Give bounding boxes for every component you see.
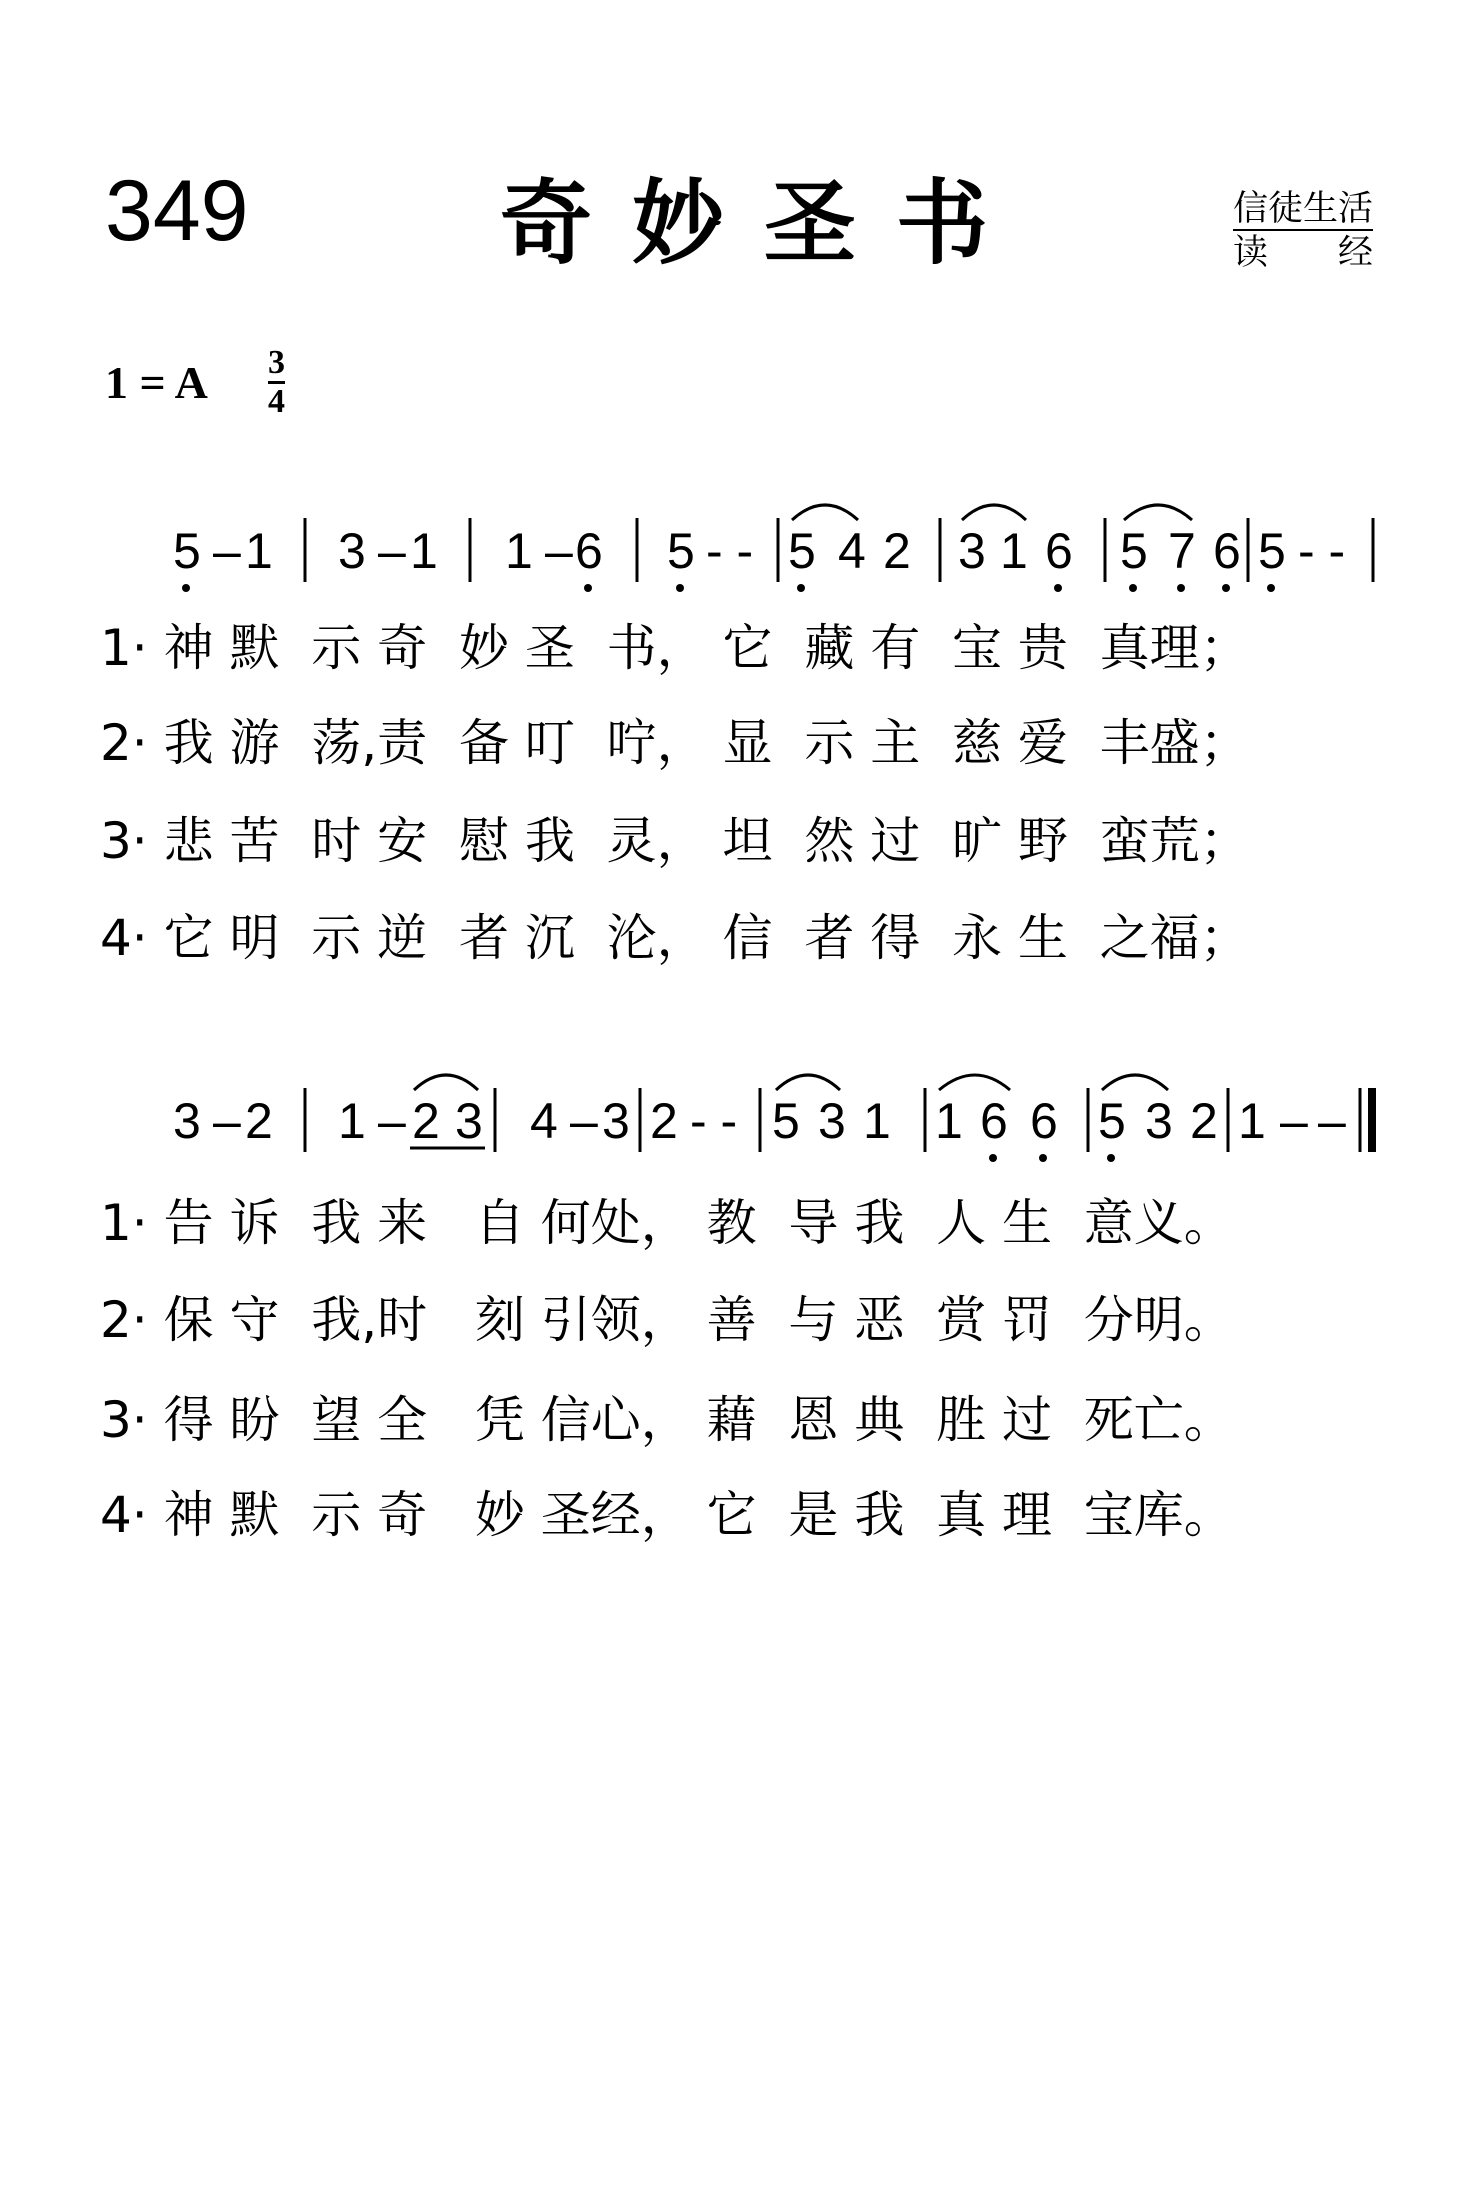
lower-octave-dots xyxy=(989,1154,1115,1162)
lyric-line: 4· 神 默 示 奇 妙 圣经， 它 是 我 真 理 宝库。 xyxy=(100,1486,1234,1544)
notation-line-1 xyxy=(0,490,1477,610)
note: 4 xyxy=(838,523,866,579)
note: – xyxy=(213,1093,241,1149)
key-signature: 1 = A xyxy=(105,357,208,408)
note: – xyxy=(570,1093,598,1149)
note: 6 xyxy=(1030,1093,1058,1149)
note: 3 xyxy=(338,523,366,579)
note: 3 xyxy=(818,1093,846,1149)
note: 6 xyxy=(1045,523,1073,579)
note: 2 xyxy=(245,1093,273,1149)
lyric-line: 1· 告 诉 我 来 自 何处， 教 导 我 人 生 意义。 xyxy=(100,1194,1234,1252)
subcategory-left: 读 xyxy=(1233,233,1269,273)
lower-octave-dots xyxy=(182,584,1275,592)
lyric-line: 2· 我 游 荡,责 备 叮 咛， 显 示 主 慈 爱 丰盛； xyxy=(100,714,1250,772)
time-denominator: 4 xyxy=(268,383,285,420)
note: – xyxy=(378,1093,406,1149)
note: 1 xyxy=(1238,1093,1266,1149)
note: 5 xyxy=(667,523,695,579)
note: – xyxy=(1280,1093,1308,1149)
slurs xyxy=(792,505,1192,520)
note: 1 xyxy=(863,1093,891,1149)
hymn-category: 信徒生活 xyxy=(1233,189,1374,229)
note: 4 xyxy=(530,1093,558,1149)
hymn-number: 349 xyxy=(105,163,249,259)
note: 1 xyxy=(245,523,273,579)
lyric-line: 3· 得 盼 望 全 凭 信心， 藉 恩 典 胜 过 死亡。 xyxy=(100,1391,1234,1449)
time-signature xyxy=(268,346,285,419)
note: 1 xyxy=(935,1093,963,1149)
lyric-line: 1· 神 默 示 奇 妙 圣 书， 它 藏 有 宝 贵 真理； xyxy=(100,619,1250,677)
slurs xyxy=(414,1075,1168,1090)
note: 1 xyxy=(505,523,533,579)
note: - - xyxy=(706,523,754,579)
note: 5 xyxy=(1258,523,1286,579)
note: 5 xyxy=(1120,523,1148,579)
note: 3 xyxy=(958,523,986,579)
note: 6 xyxy=(575,523,603,579)
note: - - xyxy=(690,1093,738,1149)
note: – xyxy=(213,523,241,579)
subcategory-right: 经 xyxy=(1337,233,1373,273)
note: 6 xyxy=(980,1093,1008,1149)
note: – xyxy=(1318,1093,1346,1149)
notation-line-2 xyxy=(0,1060,1477,1180)
note: 5 xyxy=(788,523,816,579)
note: 1 xyxy=(1000,523,1028,579)
note: – xyxy=(378,523,406,579)
note: 2 xyxy=(1190,1093,1218,1149)
note: 3 xyxy=(173,1093,201,1149)
note: – xyxy=(545,523,573,579)
hymn-title: 奇妙圣书 xyxy=(500,170,1029,277)
lyric-line: 2· 保 守 我,时 刻 引领， 善 与 恶 赏 罚 分明。 xyxy=(100,1291,1234,1349)
note: 3 xyxy=(602,1093,630,1149)
note: 3 xyxy=(1145,1093,1173,1149)
time-numerator: 3 xyxy=(268,344,285,381)
note: - - xyxy=(1298,523,1346,579)
note: 6 xyxy=(1213,523,1241,579)
note: 5 xyxy=(772,1093,800,1149)
note: 5 xyxy=(173,523,201,579)
note: 7 xyxy=(1168,523,1196,579)
note: 3 xyxy=(455,1093,483,1149)
lyric-line: 4· 它 明 示 逆 者 沉 沦， 信 者 得 永 生 之福； xyxy=(100,909,1250,967)
note: 1 xyxy=(410,523,438,579)
note: 5 xyxy=(1098,1093,1126,1149)
hymn-subcategory xyxy=(1233,233,1373,273)
note: 2 xyxy=(883,523,911,579)
note: 1 xyxy=(338,1093,366,1149)
note: 2 xyxy=(650,1093,678,1149)
note: 2 xyxy=(412,1093,440,1149)
lyric-line: 3· 悲 苦 时 安 慰 我 灵， 坦 然 过 旷 野 蛮荒； xyxy=(100,812,1250,870)
